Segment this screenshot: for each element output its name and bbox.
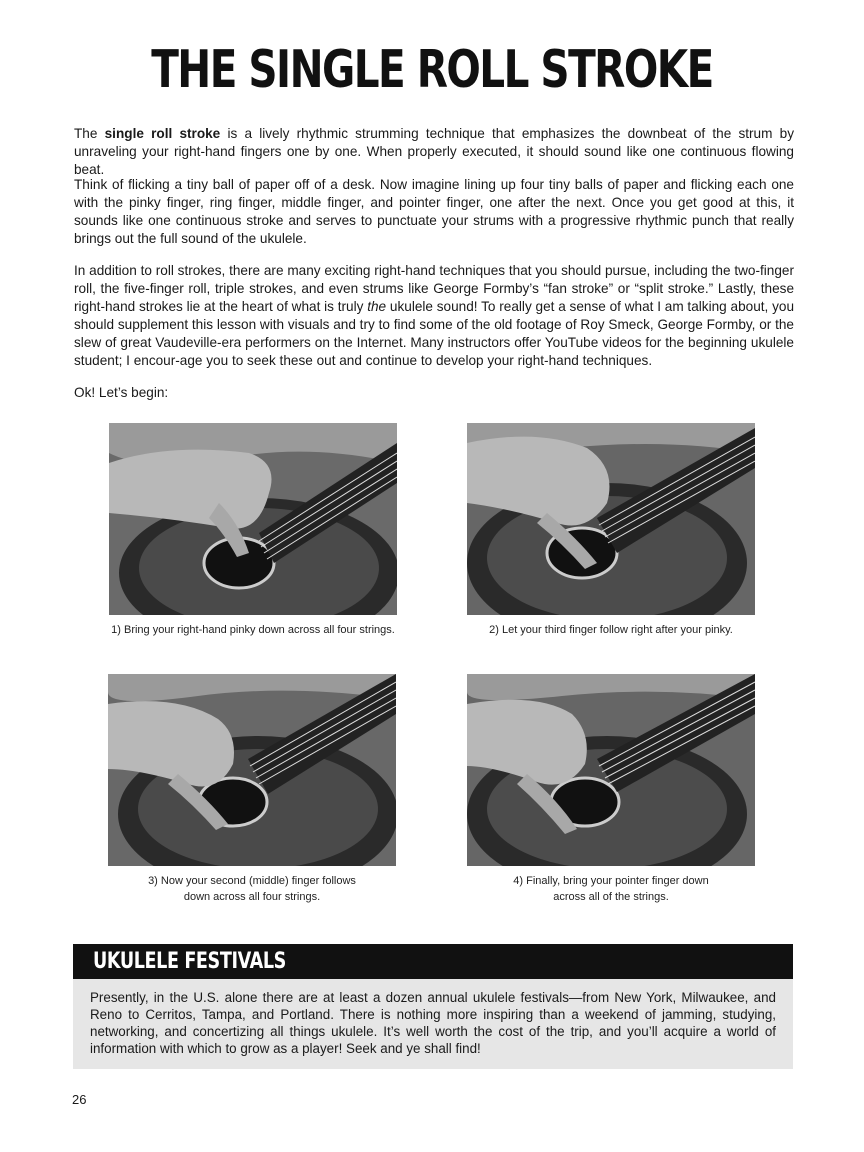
photo-step-3	[108, 674, 396, 866]
photo-step-4	[467, 674, 755, 866]
intro-paragraph-2: Think of flicking a tiny ball of paper off of a desk. Now imagine lining up four tiny balls of paper and flicking each one with the pinky finger, ring finger, middle finger, and pointer finger, one after the next. Once you get good at this, it sounds like one continuous stroke and serves to punctuate your strums with a progressive rhythmic punch that really brings out the full sound of the ukulele.	[74, 177, 794, 246]
intro-paragraph-4: Ok! Let’s begin:	[74, 385, 169, 400]
page-number: 26	[72, 1092, 87, 1107]
sidebar-heading: UKULELE FESTIVALS	[93, 949, 286, 974]
photo-caption-4: 4) Finally, bring your pointer finger down across all of the strings.	[513, 875, 709, 903]
intro-paragraph-1: The single roll stroke is a lively rhythmic strumming technique that emphasizes the downbeat of the strum by unraveling your right-hand fingers one by one. When properly executed, it should sound like one continuous flowing beat.	[74, 126, 794, 177]
photo-caption-3: 3) Now your second (middle) finger follows down across all four strings.	[148, 875, 356, 903]
photo-step-2	[467, 423, 755, 615]
photo-caption-2: 2) Let your third finger follow right after your pinky.	[489, 624, 733, 636]
intro-paragraph-3: In addition to roll strokes, there are many exciting right-hand techniques that you should pursue, including the two-finger roll, the five-finger roll, triple strokes, and even strums like George Formby’s “fan stroke” or “split stroke.” Lastly, these right-hand strokes lie at the heart of what is truly the ukulele sound! To really get a sense of what I am talking about, you should supplement this lesson with visuals and try to find some of the old footage of Roy Smeck, George Formby, or the slew of great Vaudeville-era performers on the Internet. Many instructors offer YouTube videos for the beginning ukulele student; I encour-age you to seek these out and continue to develop your right-hand techniques.	[74, 263, 795, 368]
photo-caption-1: 1) Bring your right-hand pinky down across all four strings.	[111, 624, 395, 636]
photo-step-1	[109, 423, 397, 615]
term-single-roll-stroke: single roll stroke	[104, 126, 221, 141]
sidebar-heading-bar	[73, 944, 793, 979]
page-title: THE SINGLE ROLL STROKE	[151, 40, 713, 100]
sidebar-body: Presently, in the U.S. alone there are at least a dozen annual ukulele festivals—from New York, Milwaukee, and Reno to Cerritos, Tampa, and Portland. There is nothing more inspiring than a weekend of jamming, studying, networking, and concertizing all things ukulele. It’s well worth the cost of the trip, and you’ll acquire a world of information with which to grow as a player! Seek and ye shall find!	[73, 979, 793, 1069]
